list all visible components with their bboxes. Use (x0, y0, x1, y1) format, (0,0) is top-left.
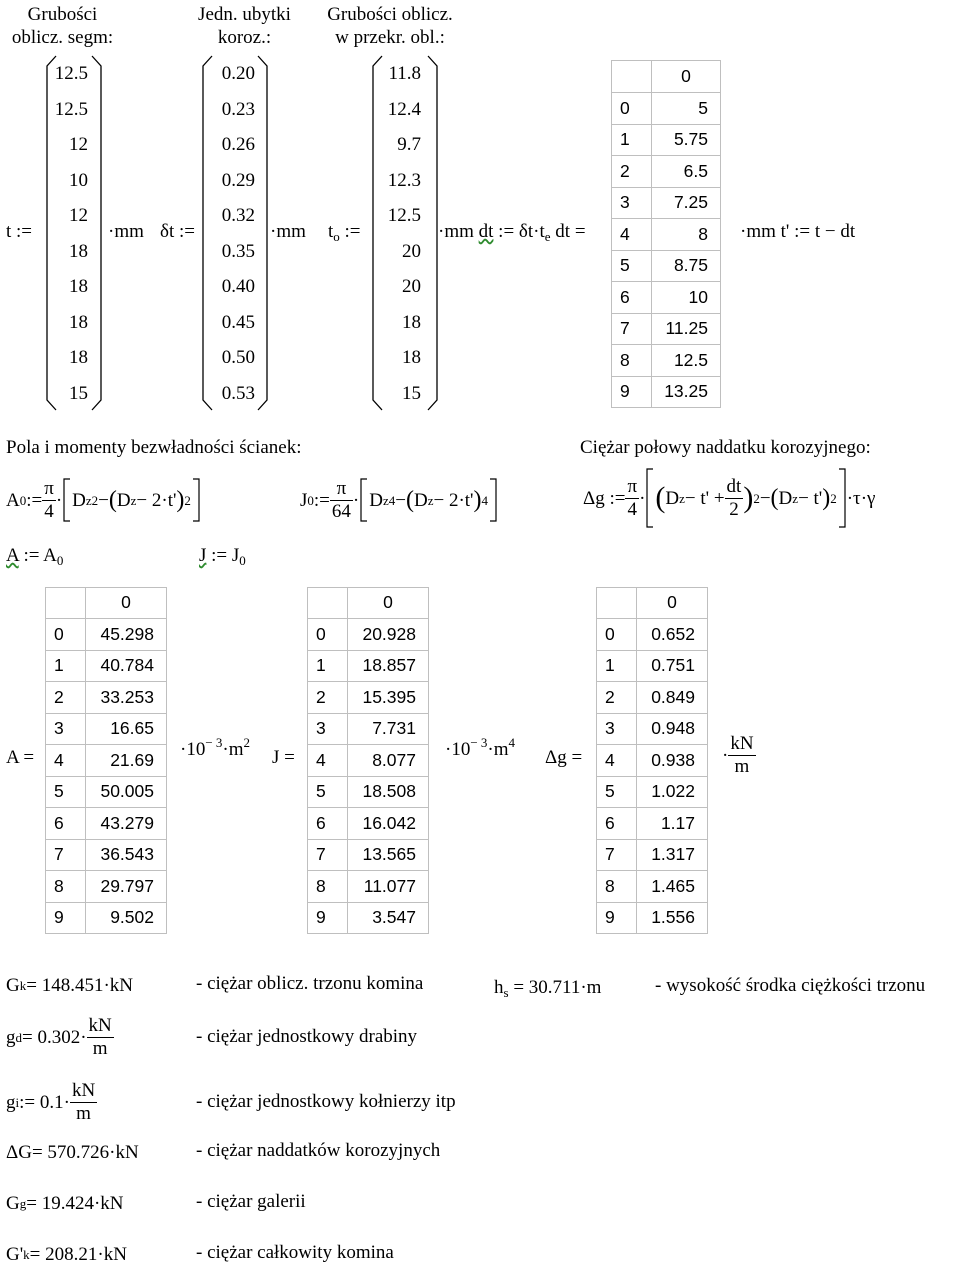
summary-sub: k (23, 1247, 30, 1262)
row-index: 9 (46, 902, 86, 934)
row-index: 4 (308, 745, 348, 777)
row-value[interactable]: 1.465 (637, 871, 708, 903)
summary-unit-frac: $\frac{kN}{m}$ (88, 1015, 112, 1059)
dt-label: δt := (160, 221, 195, 242)
table-col-header: 0 (86, 588, 167, 619)
row-index: 4 (597, 745, 637, 777)
vector-value: 0.40 (221, 276, 255, 297)
summary-sub: k (19, 978, 27, 993)
row-index: 5 (597, 776, 637, 808)
row-value[interactable]: 40.784 (86, 650, 167, 682)
dt-unit: ·mm (270, 221, 306, 242)
table-row (308, 808, 429, 840)
A-assign: A := $A_0$ (6, 545, 64, 568)
row-index: 1 (612, 124, 652, 156)
vector-value: 0.29 (221, 169, 255, 191)
row-index: 1 (597, 650, 637, 682)
table-corner (597, 588, 637, 619)
summary-desc: - ciężar naddatków korozyjnych (196, 1140, 441, 1161)
vector-value: 20 (402, 240, 421, 262)
summary-dG (6, 1143, 139, 1162)
table-row (46, 902, 167, 934)
summary-lhs: G (6, 1193, 20, 1214)
dg-unit: · $\frac{kN}{m}$ (722, 733, 754, 777)
row-index: 4 (46, 745, 86, 777)
dg-result-table (596, 587, 708, 934)
row-value[interactable]: 29.797 (86, 871, 167, 903)
bracket-right (191, 477, 201, 523)
J-unit: $\cdot 10^{- 3}\cdot m^4$ (445, 735, 516, 760)
table-row (597, 776, 708, 808)
section-left-title: Pola i momenty bezwładności ścianek: (6, 437, 302, 458)
table-row (46, 619, 167, 651)
row-value[interactable]: 13.565 (348, 839, 429, 871)
table-row (597, 871, 708, 903)
summary-lhs: ΔG (6, 1142, 32, 1163)
summary-sub: i (15, 1094, 20, 1110)
summary-expr: = 570.726·kN (31, 1142, 139, 1163)
vector-value: 0.20 (221, 63, 255, 84)
vector-value: 0.35 (221, 240, 255, 262)
row-value[interactable]: 3.547 (348, 902, 429, 934)
table-row (612, 187, 721, 219)
table-row (597, 745, 708, 777)
bracket-left (62, 477, 72, 523)
summary-lhs: G' (6, 1244, 24, 1265)
to-header: Grubości oblicz. w przekr. obl.: (327, 4, 453, 48)
summary-expr: = 0.302· (22, 1026, 87, 1048)
table-row (46, 745, 167, 777)
row-value[interactable]: 15.395 (348, 682, 429, 714)
row-index: 6 (308, 808, 348, 840)
table-row (612, 124, 721, 156)
vector-value: 0.32 (221, 205, 255, 226)
row-index: 1 (46, 650, 86, 682)
row-index: 5 (612, 250, 652, 282)
row-index: 0 (308, 619, 348, 651)
to-label: $t_o$ := (328, 221, 361, 244)
row-index: 3 (308, 713, 348, 745)
table-row (597, 682, 708, 714)
bracket-right (837, 467, 847, 529)
table-row (46, 713, 167, 745)
table-row (612, 219, 721, 251)
A-result-label: A = (6, 747, 35, 768)
table-corner (46, 588, 86, 619)
summary-lhs: g (6, 1091, 16, 1113)
row-index: 8 (308, 871, 348, 903)
row-value[interactable]: 0.652 (637, 619, 708, 651)
row-index: 0 (612, 93, 652, 125)
J-assign: J := $J_0$ (199, 545, 246, 568)
bracket-left (359, 477, 369, 523)
dg-formula: Δg := $\frac{\pi}{4}$ · ( D z − t' + $\frac{dt}{2}$ ) 2 − ( D z − t' ) 2 ·τ·γ (583, 462, 875, 534)
vector-value: 0.45 (221, 311, 255, 333)
summary-Gpk (6, 1245, 127, 1264)
row-index: 7 (597, 839, 637, 871)
row-index: 3 (612, 187, 652, 219)
row-index: 2 (597, 682, 637, 714)
vector-value: 18 (69, 276, 88, 297)
A-unit: $\cdot 10^{- 3}\cdot m^2$ (180, 735, 251, 760)
vector-value: 12.3 (387, 169, 421, 191)
summary-desc: - ciężar jednostkowy kołnierzy itp (196, 1091, 456, 1112)
row-value[interactable]: 1.556 (637, 902, 708, 934)
hs-desc: - wysokość środka ciężkości trzonu (655, 975, 926, 996)
J-result-label: J = (272, 747, 295, 768)
row-index: 6 (46, 808, 86, 840)
table-corner (612, 61, 652, 93)
t-right-paren (90, 54, 104, 412)
dt-after: ·mm t' := t − dt (740, 221, 856, 242)
row-value[interactable]: 21.69 (86, 745, 167, 777)
dt-result-table (611, 60, 721, 408)
A-result-table (45, 587, 167, 934)
row-value[interactable]: 6.5 (652, 156, 721, 188)
vector-value: 12.5 (387, 205, 421, 226)
summary-sub: d (15, 1029, 22, 1045)
summary-Gg (6, 1194, 124, 1213)
row-value[interactable]: 1.022 (637, 776, 708, 808)
table-row (612, 250, 721, 282)
vector-value: 20 (402, 276, 421, 297)
table-row (612, 156, 721, 188)
table-row (308, 745, 429, 777)
row-index: 7 (46, 839, 86, 871)
row-value[interactable]: 0.938 (637, 745, 708, 777)
t-label: t := (6, 221, 33, 242)
table-header-row (46, 588, 167, 619)
summary-expr: := 0.1· (19, 1091, 70, 1113)
table-row (308, 713, 429, 745)
row-index: 3 (46, 713, 86, 745)
dg-result-label: Δg = (545, 747, 583, 768)
dt-header: Jedn. ubytki koroz.: (198, 4, 291, 48)
table-row (308, 650, 429, 682)
row-index: 6 (612, 282, 652, 314)
vector-value: 15 (402, 382, 421, 404)
summary-lhs: g (6, 1026, 16, 1048)
row-index: 2 (612, 156, 652, 188)
row-index: 9 (308, 902, 348, 934)
vector-value: 18 (402, 311, 421, 333)
row-index: 5 (308, 776, 348, 808)
vector-value: 11.8 (388, 63, 421, 84)
row-value[interactable]: 20.928 (348, 619, 429, 651)
row-value[interactable]: 1.317 (637, 839, 708, 871)
table-row (597, 902, 708, 934)
row-index: 0 (597, 619, 637, 651)
summary-desc: - ciężar galerii (196, 1191, 306, 1212)
row-value[interactable]: 7.25 (652, 187, 721, 219)
table-col-header: 0 (637, 588, 708, 619)
dt-expression: ·mm dt := $\delta t\cdot t_e$ dt = (438, 221, 586, 244)
row-index: 3 (597, 713, 637, 745)
row-index: 2 (308, 682, 348, 714)
table-row (308, 902, 429, 934)
vector-value: 12.4 (387, 98, 421, 120)
table-row (46, 682, 167, 714)
table-row (308, 839, 429, 871)
row-value[interactable]: 9.502 (86, 902, 167, 934)
row-value[interactable]: 5 (652, 93, 721, 125)
summary-desc: - ciężar jednostkowy drabiny (196, 1026, 418, 1047)
summary-gd (6, 1015, 114, 1060)
row-value[interactable]: 16.65 (86, 713, 167, 745)
vector-value: 0.23 (221, 98, 255, 120)
row-index: 4 (612, 219, 652, 251)
table-row (46, 871, 167, 903)
row-value[interactable]: 50.005 (86, 776, 167, 808)
vector-value: 0.50 (221, 347, 255, 368)
vector-value: 0.53 (221, 382, 255, 404)
row-index: 8 (46, 871, 86, 903)
table-row (597, 808, 708, 840)
table-row (308, 776, 429, 808)
table-row (46, 776, 167, 808)
vector-value: 18 (69, 240, 88, 262)
row-value[interactable]: 12.5 (652, 345, 721, 377)
vector-value: 18 (69, 311, 88, 333)
summary-unit-frac: $\frac{kN}{m}$ (71, 1080, 96, 1124)
bracket-left (645, 467, 655, 529)
J0-formula: J 0 := $\frac{\pi}{64}$ · D z 4 − ( D z − 2·t' ) 4 (300, 470, 498, 530)
vector-value: 18 (402, 347, 421, 368)
J-result-table (307, 587, 429, 934)
vector-value: 12 (69, 205, 88, 226)
table-row (597, 839, 708, 871)
table-header-row (612, 61, 721, 93)
row-value[interactable]: 7.731 (348, 713, 429, 745)
table-row (308, 871, 429, 903)
vector-value: 12.5 (54, 63, 88, 84)
row-value[interactable]: 45.298 (86, 619, 167, 651)
row-index: 7 (308, 839, 348, 871)
row-value[interactable]: 1.17 (637, 808, 708, 840)
table-row (612, 376, 721, 408)
summary-Gk (6, 976, 133, 995)
vector-value: 10 (69, 169, 88, 191)
bracket-right (488, 477, 498, 523)
summary-lhs: G (6, 975, 20, 996)
row-value[interactable]: 11.25 (652, 313, 721, 345)
summary-expr: = 208.21·kN (29, 1244, 127, 1265)
row-index: 0 (46, 619, 86, 651)
A-name[interactable]: A (6, 545, 19, 566)
vector-value: 18 (69, 347, 88, 368)
table-row (597, 713, 708, 745)
row-index: 5 (46, 776, 86, 808)
vector-value: 9.7 (397, 134, 421, 155)
dt-right-paren (256, 54, 270, 412)
table-header-row (308, 588, 429, 619)
row-value[interactable]: 33.253 (86, 682, 167, 714)
row-index: 9 (597, 902, 637, 934)
J-name[interactable]: J (199, 545, 207, 566)
vector-value: 15 (69, 382, 88, 404)
summary-desc: - ciężar całkowity komina (196, 1242, 394, 1263)
t-header: Grubości oblicz. segm: (11, 4, 114, 48)
table-corner (308, 588, 348, 619)
row-value[interactable]: 13.25 (652, 376, 721, 408)
vector-value: 12 (69, 134, 88, 155)
A0-formula: A 0 := $\frac{\pi}{4}$ · D z 2 − ( D z − 2·t' ) 2 (6, 470, 201, 530)
row-index: 8 (597, 871, 637, 903)
table-col-header: 0 (652, 61, 721, 93)
row-index: 2 (46, 682, 86, 714)
row-index: 9 (612, 376, 652, 408)
table-row (46, 808, 167, 840)
row-value[interactable]: 10 (652, 282, 721, 314)
row-value[interactable]: 0.849 (637, 682, 708, 714)
row-value[interactable]: 11.077 (348, 871, 429, 903)
row-index: 8 (612, 345, 652, 377)
table-row (46, 650, 167, 682)
table-row (46, 839, 167, 871)
row-index: 7 (612, 313, 652, 345)
table-row (612, 313, 721, 345)
summary-gi (6, 1080, 97, 1125)
hs-value: $h_s = 30.711\cdot m$ (494, 977, 602, 1000)
table-row (597, 650, 708, 682)
summary-desc: - ciężar oblicz. trzonu komina (196, 973, 424, 994)
row-value[interactable]: 8 (652, 219, 721, 251)
vector-value: 0.26 (221, 134, 255, 155)
table-row (612, 93, 721, 125)
summary-expr: = 19.424·kN (26, 1193, 124, 1214)
row-index: 6 (597, 808, 637, 840)
row-value[interactable]: 43.279 (86, 808, 167, 840)
section-right-title: Ciężar połowy naddatku korozyjnego: (580, 437, 871, 458)
row-value[interactable]: 18.857 (348, 650, 429, 682)
row-value[interactable]: 8.077 (348, 745, 429, 777)
dt-name[interactable]: dt (478, 221, 494, 242)
table-row (597, 619, 708, 651)
row-value[interactable]: 16.042 (348, 808, 429, 840)
row-value[interactable]: 36.543 (86, 839, 167, 871)
row-value[interactable]: 0.948 (637, 713, 708, 745)
summary-sub: g (19, 1196, 27, 1211)
t-unit: ·mm (108, 221, 144, 242)
table-header-row (597, 588, 708, 619)
row-value[interactable]: 5.75 (652, 124, 721, 156)
table-row (308, 619, 429, 651)
vector-value: 12.5 (54, 98, 88, 120)
row-value[interactable]: 8.75 (652, 250, 721, 282)
table-row (612, 345, 721, 377)
summary-expr: = 148.451·kN (26, 975, 133, 996)
row-value[interactable]: 0.751 (637, 650, 708, 682)
table-row (308, 682, 429, 714)
row-value[interactable]: 18.508 (348, 776, 429, 808)
row-index: 1 (308, 650, 348, 682)
table-row (612, 282, 721, 314)
table-col-header: 0 (348, 588, 429, 619)
